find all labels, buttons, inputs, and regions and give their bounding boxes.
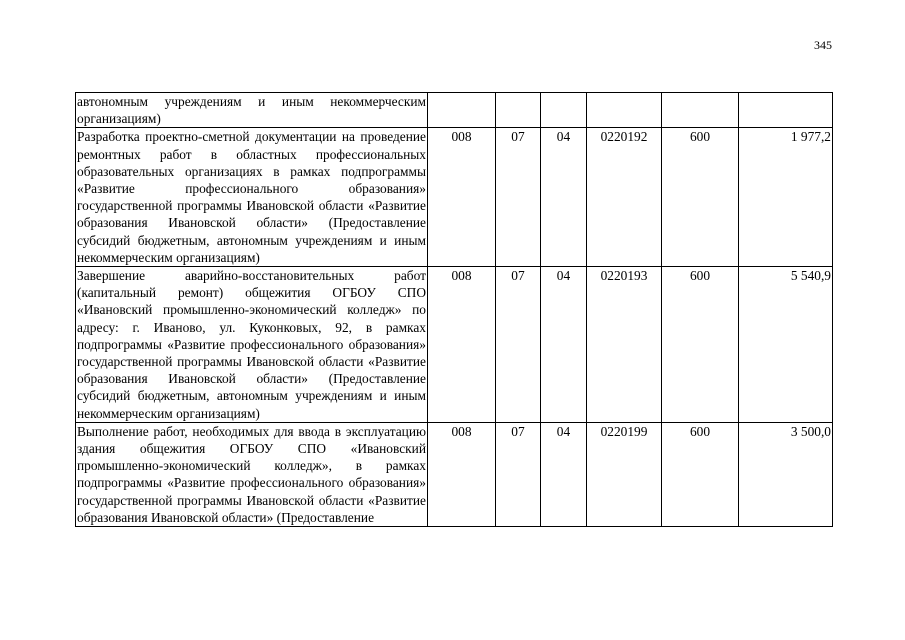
row-section-code — [496, 93, 541, 128]
row-grbs-code: 008 — [428, 128, 496, 267]
row-amount: 1 977,2 — [739, 128, 833, 267]
table-row — [76, 267, 833, 423]
row-grbs-code: 008 — [428, 422, 496, 526]
table-row — [76, 422, 833, 526]
row-expense-type — [662, 93, 739, 128]
row-expense-type: 600 — [662, 422, 739, 526]
row-description: автономным учреждениям и иным некоммерческим организациям) — [77, 94, 426, 127]
row-target-article: 0220199 — [587, 422, 662, 526]
row-target-article — [587, 93, 662, 128]
table-row — [76, 128, 833, 267]
page-number: 345 — [814, 38, 832, 52]
row-section-code: 07 — [496, 267, 541, 423]
row-section-code: 07 — [496, 128, 541, 267]
row-subsection-code — [541, 93, 587, 128]
row-grbs-code — [428, 93, 496, 128]
row-subsection-code: 04 — [541, 128, 587, 267]
row-expense-type: 600 — [662, 128, 739, 267]
row-description: Завершение аварийно-восстановительных работ (капитальный ремонт) общежития ОГБОУ СПО «Ивановский промышленно-экономический колледж» по адресу: г. Иваново, ул. Куконковых, 92, в рамках подпрограммы «Развитие профессионального образования» государственной программы Ивановской области «Развитие образования Ивановской области» (Предоставление субсидий бюджетным, автономным учреждениям и иным некоммерческим организациям) — [77, 268, 426, 421]
row-section-code: 07 — [496, 422, 541, 526]
row-expense-type: 600 — [662, 267, 739, 423]
budget-table — [75, 92, 833, 527]
row-amount — [739, 93, 833, 128]
row-amount: 5 540,9 — [739, 267, 833, 423]
row-description: Выполнение работ, необходимых для ввода в эксплуатацию здания общежития ОГБОУ СПО «Ивановский промышленно-экономический колледж», в рамках подпрограммы «Развитие профессионального образования» государственной программы Ивановской области «Развитие образования Ивановской области» (Предоставление — [77, 423, 426, 525]
row-subsection-code: 04 — [541, 422, 587, 526]
row-description: Разработка проектно-сметной документации на проведение ремонтных работ в областных профессиональных образовательных организациях в рамках подпрограммы «Развитие профессионального образования» государственной программы Ивановской области «Развитие образования Ивановской области» (Предоставление субсидий бюджетным, автономным учреждениям и иным некоммерческим организациям) — [77, 129, 426, 265]
row-target-article: 0220192 — [587, 128, 662, 267]
row-grbs-code: 008 — [428, 267, 496, 423]
row-target-article: 0220193 — [587, 267, 662, 423]
row-subsection-code: 04 — [541, 267, 587, 423]
row-amount: 3 500,0 — [739, 422, 833, 526]
table-row — [76, 93, 833, 128]
